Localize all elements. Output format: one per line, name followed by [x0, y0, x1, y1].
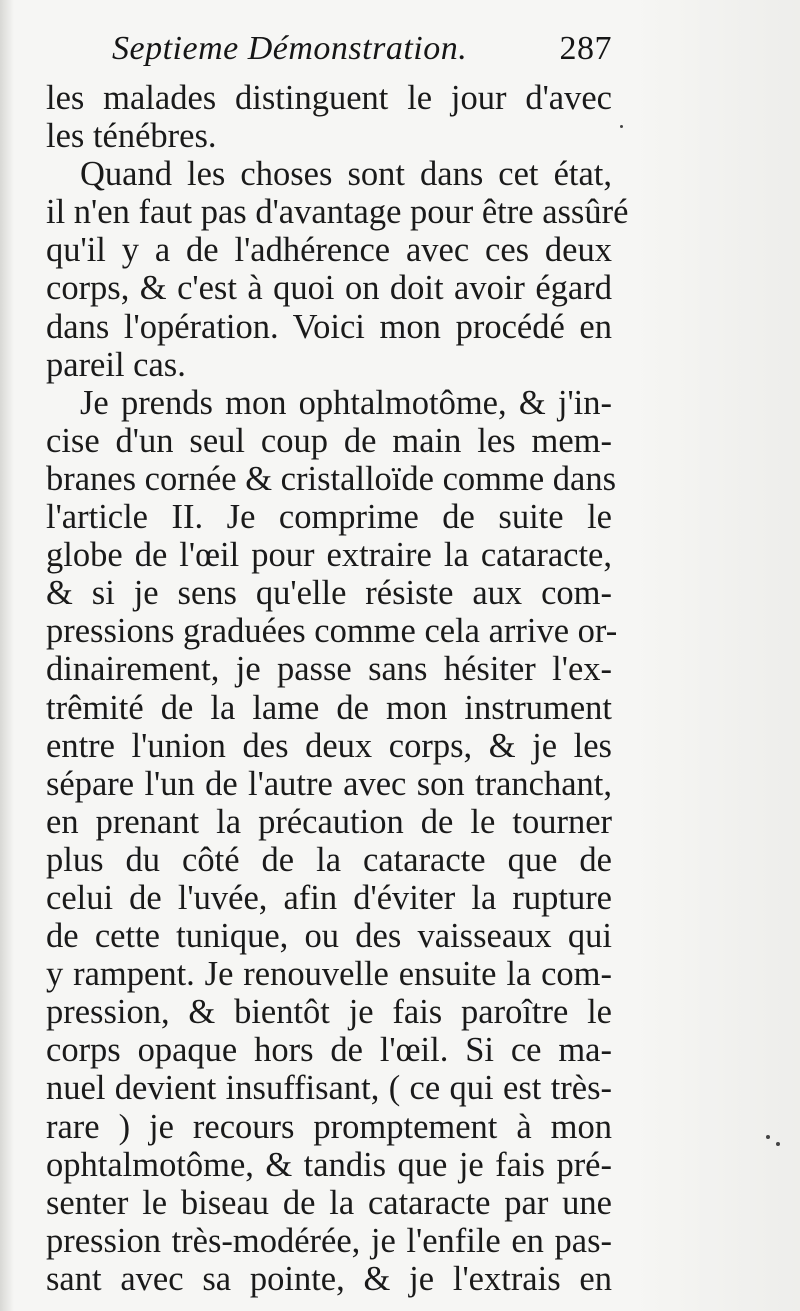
text-line: Je prends mon ophtalmotôme, & j'in-: [80, 383, 612, 422]
page-edge-shading: [630, 0, 800, 1311]
text-line: Quand les choses sont dans cet état,: [80, 155, 612, 194]
running-head: [112, 30, 612, 78]
ink-speck: [766, 1135, 770, 1139]
text-line: les ténébres.: [46, 117, 217, 156]
text-line: pareil cas.: [46, 345, 186, 384]
text-line: pression, & bientôt je fais paroître le: [46, 993, 612, 1032]
text-line: rare ) je recours promptement à mon: [46, 1107, 612, 1146]
text-line: entre l'union des deux corps, & je les: [46, 726, 612, 765]
text-line: branes cornée & cristalloïde comme dans: [46, 459, 616, 498]
text-line: les malades distinguent le jour d'avec: [46, 79, 612, 117]
text-line: l'article II. Je comprime de suite le: [46, 498, 612, 537]
text-line: celui de l'uvée, afin d'éviter la rupture: [46, 878, 612, 917]
text-line: & si je sens qu'elle résiste aux com-: [46, 574, 612, 613]
text-line: pression très-modérée, je l'enfile en pas-: [46, 1221, 612, 1260]
text-line: qu'il y a de l'adhérence avec ces deux: [46, 231, 612, 270]
ink-speck: [776, 1142, 780, 1146]
text-line: en prenant la précaution de le tourner: [46, 802, 612, 841]
page-gutter: [0, 0, 14, 1311]
text-line: trêmité de la lame de mon instrument: [46, 688, 612, 727]
text-line: globe de l'œil pour extraire la cataracte,: [46, 536, 612, 575]
ink-speck: [620, 125, 623, 128]
body-text: [46, 79, 629, 1298]
text-line: corps, & c'est à quoi on doit avoir égard: [46, 269, 612, 308]
running-head-title: Septieme Démonstration.: [112, 30, 468, 67]
text-line: corps opaque hors de l'œil. Si ce ma-: [46, 1031, 612, 1070]
text-line: senter le biseau de la cataracte par une: [46, 1183, 612, 1222]
text-line: dans l'opération. Voici mon procédé en: [46, 307, 612, 346]
text-line: sant avec sa pointe, & je l'extrais en: [46, 1259, 612, 1298]
text-line: il n'en faut pas d'avantage pour être assûré: [46, 193, 629, 232]
text-line: ophtalmotôme, & tandis que je fais pré-: [46, 1145, 612, 1184]
page-number: 287: [559, 30, 612, 67]
text-line: nuel devient insuffisant, ( ce qui est très-: [46, 1069, 612, 1108]
text-line: pressions graduées comme cela arrive or-: [46, 612, 618, 651]
text-line: y rampent. Je renouvelle ensuite la com-: [46, 955, 612, 994]
text-line: de cette tunique, ou des vaisseaux qui: [46, 917, 612, 956]
text-line: plus du côté de la cataracte que de: [46, 840, 612, 879]
text-line: sépare l'un de l'autre avec son tranchant,: [46, 764, 612, 803]
text-line: dinairement, je passe sans hésiter l'ex-: [46, 650, 612, 689]
text-line: cise d'un seul coup de main les mem-: [46, 421, 612, 460]
